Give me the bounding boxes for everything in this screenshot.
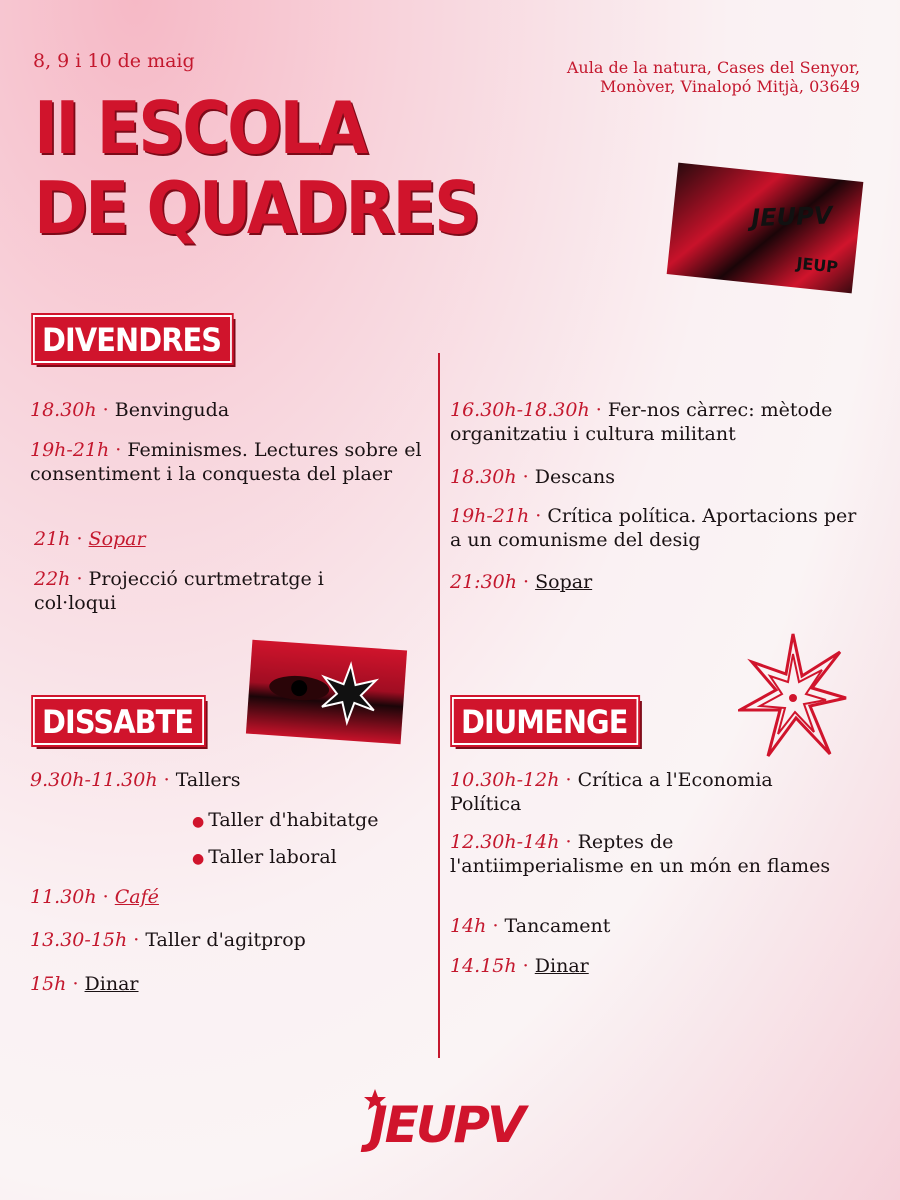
column-divider	[438, 353, 440, 1058]
item-separator: ·	[517, 571, 536, 593]
item-time: 9.30h-11.30h	[30, 769, 158, 791]
item-separator: ·	[529, 505, 548, 527]
item-separator: ·	[70, 568, 89, 590]
item-text: Crítica a l'Economia Política	[450, 769, 773, 815]
item-text: Taller d'agitprop	[145, 929, 306, 951]
item-separator: ·	[96, 399, 115, 421]
item-separator: ·	[66, 973, 85, 995]
title-line-2: DE QUADRES	[34, 166, 479, 250]
item-text: Crítica política. Aportacions per a un comunisme del desig	[450, 505, 857, 551]
sub-item-text: Taller d'habitatge	[208, 809, 379, 831]
item-time: 14h	[450, 915, 487, 937]
schedule-item	[450, 570, 870, 594]
saturday-label: DISSABTE	[33, 697, 204, 745]
item-separator: ·	[559, 769, 578, 791]
location-line-2: Monòver, Vinalopó Mitjà, 03649	[600, 77, 860, 96]
item-separator: ·	[516, 466, 535, 488]
item-time: 22h	[34, 568, 71, 590]
schedule-item	[30, 972, 139, 996]
item-time: 21h	[34, 528, 71, 550]
item-text: Sopar	[535, 571, 593, 593]
sticker-logo-text-small: JEUP	[795, 253, 839, 277]
schedule-item	[30, 928, 306, 952]
item-time: 12.30h-14h	[450, 831, 560, 853]
item-text: Projecció curtmetratge i col·loqui	[34, 568, 324, 614]
item-separator: ·	[127, 929, 146, 951]
item-separator: ·	[516, 955, 535, 977]
star-burst-icon	[738, 632, 848, 760]
item-text: Sopar	[88, 528, 146, 550]
sticker-photo	[667, 163, 864, 294]
schedule-item	[450, 914, 610, 938]
eye-photo	[246, 640, 407, 745]
item-time: 10.30h-12h	[450, 769, 560, 791]
item-time: 18.30h	[450, 466, 517, 488]
item-time: 18.30h	[30, 399, 97, 421]
item-text: Tallers	[175, 769, 241, 791]
event-dates: 8, 9 i 10 de maig	[33, 50, 195, 72]
item-time: 21:30h	[450, 571, 517, 593]
item-time: 16.30h-18.30h	[450, 399, 590, 421]
schedule-item	[30, 768, 430, 792]
event-location	[440, 58, 860, 96]
item-separator: ·	[589, 399, 608, 421]
sticker-logo-text: JEUPV	[750, 201, 833, 233]
schedule-item	[450, 768, 850, 816]
item-time: 13.30-15h	[30, 929, 128, 951]
item-time: 19h-21h	[450, 505, 530, 527]
item-text: Reptes de l'antiimperialisme en un món en flames	[450, 831, 831, 877]
list-item	[192, 845, 337, 871]
schedule-item	[450, 465, 870, 489]
schedule-item	[450, 398, 870, 446]
item-separator: ·	[157, 769, 176, 791]
schedule-item	[450, 954, 589, 978]
friday-label: DIVENDRES	[33, 315, 232, 363]
item-text: Café	[114, 886, 159, 908]
item-text: Dinar	[84, 973, 139, 995]
item-separator: ·	[70, 528, 89, 550]
item-text: Tancament	[504, 915, 611, 937]
schedule-item	[34, 527, 434, 551]
title-line-1: II ESCOLA	[34, 86, 366, 170]
list-item	[192, 808, 378, 834]
item-time: 11.30h	[30, 886, 97, 908]
schedule-item	[450, 830, 840, 878]
item-text: Feminismes. Lectures sobre el consentiment i la conquesta del plaer	[30, 439, 422, 485]
schedule-item	[30, 398, 430, 422]
location-line-1: Aula de la natura, Cases del Senyor,	[566, 58, 860, 77]
star-sticker-icon	[246, 640, 407, 745]
jeupv-logo: JEUPV	[369, 1096, 523, 1154]
schedule-item	[30, 438, 435, 486]
schedule-item	[34, 567, 404, 615]
item-time: 14.15h	[450, 955, 517, 977]
sub-item-text: Taller laboral	[208, 846, 337, 868]
bullet-icon: ●	[192, 814, 205, 830]
item-text: Fer-nos càrrec: mètode organitzatiu i cultura militant	[450, 399, 833, 445]
item-text: Dinar	[534, 955, 589, 977]
item-time: 15h	[30, 973, 67, 995]
item-time: 19h-21h	[30, 439, 110, 461]
item-separator: ·	[109, 439, 128, 461]
bullet-icon: ●	[192, 851, 205, 867]
item-separator: ·	[486, 915, 505, 937]
item-text: Descans	[534, 466, 615, 488]
schedule-item	[30, 885, 159, 909]
sunday-label: DIUMENGE	[452, 697, 638, 745]
schedule-item	[450, 504, 860, 552]
item-separator: ·	[559, 831, 578, 853]
item-separator: ·	[96, 886, 115, 908]
item-text: Benvinguda	[114, 399, 230, 421]
